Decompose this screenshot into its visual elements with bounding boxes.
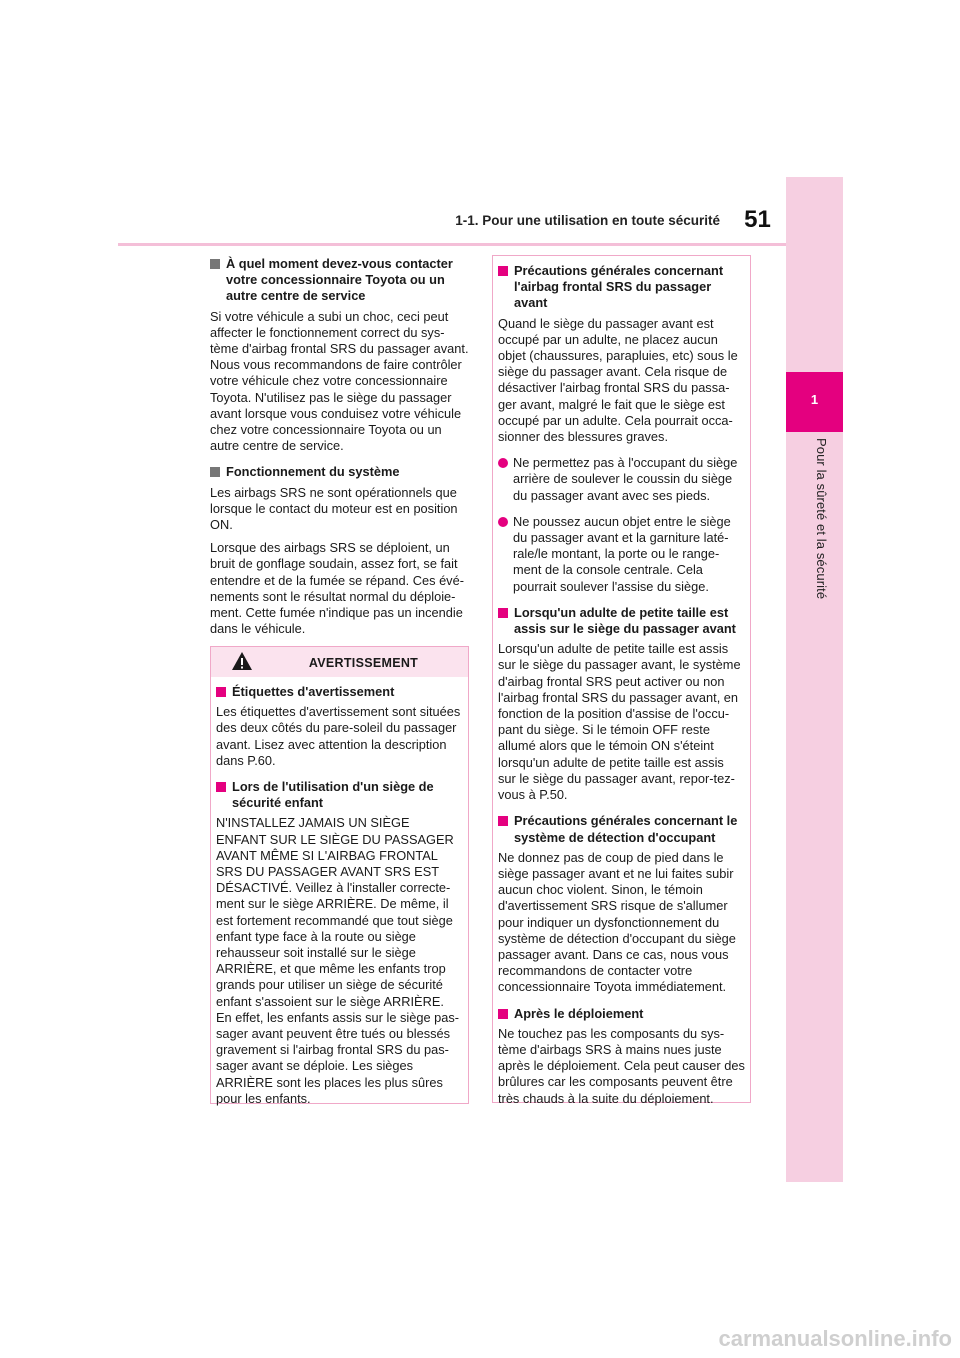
left-column xyxy=(210,256,470,644)
section-heading: Étiquettes d'avertissement xyxy=(216,684,463,700)
paragraph: Les étiquettes d'avertissement sont situées des deux côtés du pare-soleil du passager avant. Lisez avec attention la description dans P.60. xyxy=(216,704,461,768)
square-bullet-icon xyxy=(498,608,508,618)
square-bullet-icon xyxy=(216,687,226,697)
paragraph: N'INSTALLEZ JAMAIS UN SIÈGE ENFANT SUR LE SIÈGE DU PASSAGER AVANT MÊME SI L'AIRBAG FRONTAL SRS DU PASSAGER AVANT SRS EST DÉSACTIVÉ. Veillez à l'installer correcte-ment sur le siège ARRIÈRE. De même, il est fortement recommandé que tout siège enfant type face à la route ou siège rehausseur soit installé sur le siège ARRIÈRE, et que même les enfants trop grands pour utiliser un siège de sécurité enfant s'assoient sur le siège ARRIÈRE. En effet, les enfants assis sur le siège pas-sager avant peuvent être tués ou blessés gravement si l'airbag frontal SRS du pas-sager avant se déploie. Les sièges ARRIÈRE sont les places les plus sûres pour les enfants. xyxy=(216,815,460,1106)
warning-box xyxy=(210,646,469,1104)
paragraph: Lorsque des airbags SRS se déploient, un bruit de gonflage soudain, assez fort, se fait entendre et de la fumée se répand. Ces évé-nements sont le résultat normal du déploie-ment. Cette fumée n'indique pas un incendie dans le véhicule. xyxy=(210,540,464,637)
warning-triangle-icon xyxy=(231,651,253,675)
section-heading: À quel moment devez-vous contacter votre concessionnaire Toyota ou un autre centre de service xyxy=(210,256,470,305)
circle-bullet-icon xyxy=(498,517,508,527)
section-heading: Après le déploiement xyxy=(498,1006,745,1022)
watermark-logo: carmanualsonline.info xyxy=(718,1326,952,1351)
list-item: Ne poussez aucun objet entre le siège du passager avant et la garniture laté-rale/le montant, la porte ou le range-ment de la console centrale. Cela pourrait soulever l'assise du siège. xyxy=(498,514,745,595)
square-bullet-icon xyxy=(210,467,220,477)
square-bullet-icon xyxy=(498,1009,508,1019)
square-bullet-icon xyxy=(498,816,508,826)
chapter-title: Pour la sûreté et la sécurité xyxy=(814,438,829,600)
warning-body xyxy=(211,677,468,1107)
section-heading: Lors de l'utilisation d'un siège de sécurité enfant xyxy=(216,779,463,811)
chapter-number: 1 xyxy=(810,392,819,407)
paragraph: Ne donnez pas de coup de pied dans le siège passager avant et ne lui faites subir aucun choc violent. Sinon, le témoin d'avertissement SRS risque de s'allumer pour indiquer un dysfonctionnement du système de détection d'occupant du siège passager avant. Dans ce cas, nous vous recommandons de contacter votre concessionnaire Toyota immédiatement. xyxy=(498,849,736,995)
paragraph: Les airbags SRS ne sont opérationnels que lorsque le contact du moteur est en position ON. xyxy=(210,484,458,533)
section-heading: Précautions générales concernant le système de détection d'occupant xyxy=(498,813,745,845)
circle-bullet-icon xyxy=(498,458,508,468)
paragraph: Lorsqu'un adulte de petite taille est assis sur le siège du passager avant, le système d'airbag frontal SRS peut activer ou non l'airbag frontal SRS du passager avant, en fonction de la position d'assise de l'occu-pant du siège. Si le témoin OFF reste allumé alors que le témoin ON s'éteint lorsqu'un adulte de petite taille est assis sur le siège du passager avant, repor-tez-vous à P.50. xyxy=(498,641,741,803)
precautions-box xyxy=(492,255,751,1106)
section-title: 1-1. Pour une utilisation en toute sécurité xyxy=(455,213,720,228)
section-heading: Lorsqu'un adulte de petite taille est assis sur le siège du passager avant xyxy=(498,605,745,637)
warning-title: AVERTISSEMENT xyxy=(308,656,419,670)
page-number: 51 xyxy=(744,206,771,233)
square-bullet-icon xyxy=(498,266,508,276)
square-bullet-icon xyxy=(216,782,226,792)
section-heading: Précautions générales concernant l'airbag frontal SRS du passager avant xyxy=(498,263,745,312)
section-heading: Fonctionnement du système xyxy=(210,464,470,480)
square-bullet-icon xyxy=(210,259,220,269)
list-item: Ne permettez pas à l'occupant du siège arrière de soulever le coussin du siège du passager avant avec ses pieds. xyxy=(498,455,745,504)
chapter-side-tab xyxy=(786,177,843,1182)
warning-header xyxy=(211,647,468,677)
header-divider xyxy=(118,243,786,246)
paragraph: Si votre véhicule a subi un choc, ceci peut affecter le fonctionnement correct du sys-tème d'airbag frontal SRS du passager avant. Nous vous recommandons de faire contrôler votre véhicule chez votre concessionnaire Toyota. N'utilisez pas le siège du passager avant lorsque vous conduisez votre véhicule chez votre concessionnaire Toyota ou un autre centre de service. xyxy=(210,308,469,454)
paragraph: Ne touchez pas les composants du sys-tème d'airbags SRS à mains nues juste après le déploiement. Cela peut causer des brûlures car les composants peuvent être très chauds à la suite du déploiement. xyxy=(498,1025,745,1106)
paragraph: Quand le siège du passager avant est occupé par un adulte, ne placez aucun objet (chaussures, parapluies, etc) sous le siège du passager avant. Cela risque de désactiver l'airbag frontal SRS du passa-ger avant, malgré le fait que le siège est occupé par un adulte. Cela pourrait occa-sionner des blessures graves. xyxy=(498,315,738,445)
